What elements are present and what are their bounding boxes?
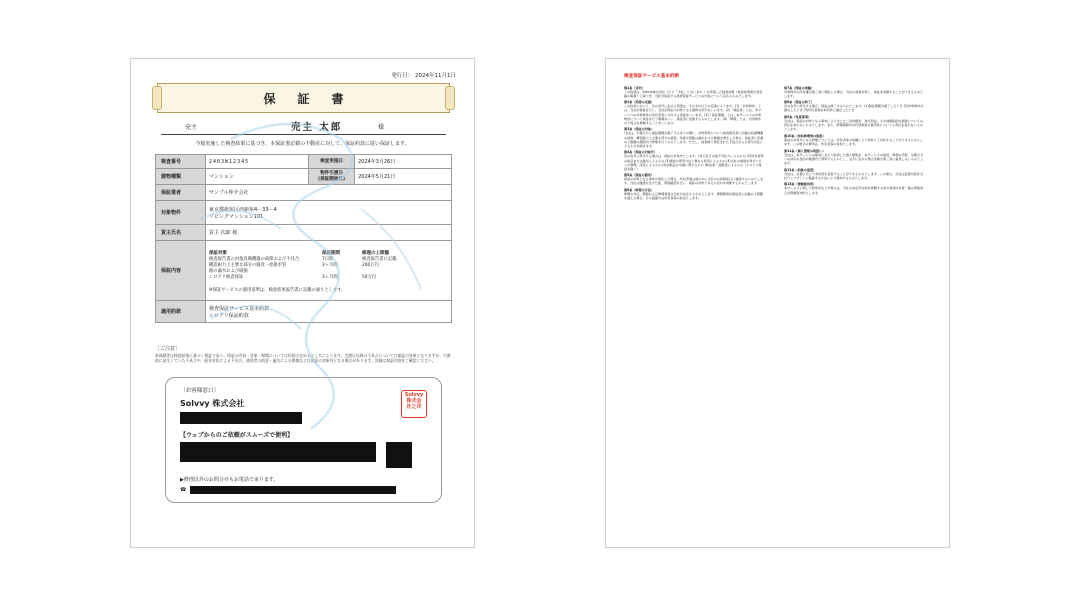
redacted-phone — [180, 412, 302, 424]
row-period: 3ヶ月間 — [322, 262, 338, 268]
guarantee-columns — [209, 250, 448, 256]
inspection-no-label: 検査番号 — [156, 155, 206, 169]
guarantor: サンプル仲介会社 — [206, 185, 452, 201]
article-text: 本サービスに関して紛争が生じた場合は、当社の本店所在地を管轄する地方裁判所を第一審の専属的合意管轄裁判所とします。 — [784, 186, 924, 195]
row-limit: 検査報告書に記載 — [362, 256, 397, 262]
contact-heading: 〔お客様窓口〕 — [180, 388, 220, 394]
phone-icon: ☎ — [180, 487, 187, 493]
article-text: 修理の方法、範囲および修理業者は当社が決定するものとします。修理費用が保証書に記載の上限額を超える場合、その超過分は所有者等の負担とします。 — [624, 192, 763, 201]
article-heading: 第13条（管轄裁判所） — [784, 182, 817, 187]
article-heading: 第3条（保証の対象） — [624, 127, 654, 132]
article-text: 当社は、保証の対象となる事象により生じた二次的損害、逸失利益、その他間接的な損害については責任を負わないものとします。また、修理期間中の代替施設の費用等についても責任を負わないものとします。 — [784, 119, 924, 132]
terms-column-right — [784, 83, 924, 195]
terms-page — [605, 58, 950, 548]
article-text: 次の各号に該当する場合は、保証の対象外とします。(1)天災その他不可抗力によるもの (2)所有者等の故意または過失によるもの (3)通常の使用方法と異なる使用によるもの (4)当社の承諾を得ずに行った修理・改造によるもの (5)消耗品の交換に関するもの (6)虫害・鳥獣害によるもの（シロアリ保証を除く） — [624, 154, 764, 171]
inspection-date: 2024年3月26日 — [355, 155, 452, 169]
terms — [206, 301, 452, 323]
terms-line-1: 検査保証サービス基本約款 — [209, 305, 270, 312]
notes — [155, 347, 452, 363]
row-target: シロアリ検査保証 — [209, 274, 244, 280]
col-target: 保証対象 — [209, 250, 227, 256]
notes-text: 本保険等は検査結果に基づく保証であり、保証の内容・対象・期間については約款の定めるところによります。引渡日以降の不具合については保証の対象となりますが、引渡前に発生していた不具合や、経年劣化による不具合、使用者の故意・過失による損傷などは保証の対象外となる場合があります。詳細は保証約款をご確認ください。 — [155, 353, 451, 363]
row-limit: 200万円 — [362, 262, 379, 268]
article-heading: 第5条（保証の請求） — [624, 173, 654, 178]
article-heading: 第12条（約款の変更） — [784, 167, 817, 172]
redacted-qr — [386, 442, 412, 468]
notes-heading: ［ご注意］ — [155, 346, 181, 352]
terms-line-2: シロアリ保証約款 — [209, 312, 249, 319]
handover-date: 2024年5月21日 — [355, 169, 452, 185]
row-period: 3ヶ月間 — [322, 274, 338, 280]
redacted-url — [180, 442, 376, 462]
property-line-1: 東京都新宿区西新宿4－33－4 — [209, 206, 277, 213]
row-target: 路の漏水および破損 — [209, 268, 248, 274]
contact-company: Solvvy 株式会社 — [180, 399, 245, 408]
seller-honorific: 様 — [377, 124, 384, 131]
building-type: マンション — [206, 169, 309, 185]
article-text: 当社は、必要に応じて本約款を変更することができるものとします。この場合、当社は変更内容を当社ウェブサイトに掲載する方法により通知するものとします。 — [784, 171, 923, 180]
guarantor-label: 保証業者 — [156, 185, 206, 201]
row-target: 検査報告書の対象設備機器の故障および不具合 — [209, 256, 300, 262]
article-heading: 第2条（用語の定義） — [624, 100, 654, 105]
intro-text: 今般実施した検査結果に基づき、本保証書記載の不動産に対して、保証約款に従い保証します。 — [195, 141, 410, 147]
web-request-area — [180, 442, 427, 468]
article-text: この約款において、次の各号に定める用語は、それぞれ以下の定義によります。(1)「対象物件」とは、当社が検査を行い、当社が保証の対象となる建物の部分をいいます。(2)「保証書」とは、本サービスの対象物件の所有者等に交付する書面をいいます。(3)「保証期間」とは、本サービスの対象物件について保証を行う期間をいい、保証書に記載するものとします。(4)「修理」とは、対象物件の不具合を修補することをいいます。 — [624, 104, 762, 125]
property-address — [206, 201, 452, 225]
article-heading: 第6条（修理の方法） — [624, 188, 654, 193]
row-target: 構造耐力上主要な部分の腐食・給排水管 — [209, 262, 287, 268]
article-heading: 第10条（有料修理等の取扱） — [784, 133, 826, 138]
article-heading: 第11条（個人情報の取扱い） — [784, 148, 826, 153]
terms-title: 検査保証サービス基本約款 — [624, 74, 680, 79]
guarantee-content — [206, 241, 452, 301]
phone-inquiry-note: ▶修理以外のお問合せもお電話で承ります。 — [180, 477, 279, 483]
company-seal-stamp: Solvvy 株式会 社之印 — [401, 390, 427, 418]
certificate-table — [155, 154, 452, 323]
article-text: 当社は、引渡日から保証期間が満了するまでの間に、対象物件について検査報告書に記載の設備機器の故障、構造耐力上主要な部分の腐食、給排水管路の漏水および破損が発生した場合、保証書に記載の上限額の範囲内で修理を行うものとします。ただし、検査時に発見された不具合および経年劣化によるものを除きます。 — [624, 131, 764, 148]
article-text: 保証の対象外となる修理については、所有者等の依頼により有料にて対応することができるものとします。この場合の費用は、所有者等の負担とします。 — [784, 138, 924, 147]
article-heading: 第4条（保証の対象外） — [624, 150, 658, 155]
seller-name: 売主 太郎 — [291, 122, 343, 133]
seller-label: 売主 — [185, 124, 198, 131]
article-text: 対象物件の所有権が第三者に移転した場合、当社の承諾を得て、保証を承継することができるものとします。 — [784, 89, 924, 98]
building-type-label: 建物種類 — [156, 169, 206, 185]
article-text: この約款は、Solvvy株式会社（以下「当社」と言います。）が実施した検査結果（検査結果報告書記載の事項）に基づき、当社が保証する検査保証サービスの内容について定めるものとします。 — [624, 89, 763, 98]
property-label: 対象物件 — [156, 201, 206, 225]
buyer-label: 買主氏名 — [156, 225, 206, 241]
terms-label: 適用約款 — [156, 301, 206, 323]
row-period: 7日間 — [322, 256, 334, 262]
buyer-name: 買主 次郎 様 — [206, 225, 452, 241]
redacted-inquiry-phone — [190, 486, 396, 494]
col-limit: 修理の上限額 — [362, 250, 389, 256]
property-line-2: リビングマンション101 — [209, 213, 264, 220]
phone-line — [180, 486, 427, 494]
handover-label: 物件引渡日 (保証開始日) — [309, 169, 355, 185]
article-heading: 第1条（目的） — [624, 85, 645, 90]
inspection-date-label: 検査実施日 — [309, 155, 355, 169]
content-label: 保証内容 — [156, 241, 206, 301]
article-heading: 第7条（保証の承継） — [784, 85, 814, 90]
terms-column-left — [624, 83, 764, 200]
article-heading: 第8条（保証の終了） — [784, 100, 814, 105]
guarantee-certificate-page — [130, 58, 475, 548]
issue-date: 発行日： 2024年11月1日 — [391, 73, 456, 79]
seller-row — [161, 121, 446, 135]
inspection-no: 2403W12345 — [206, 155, 309, 169]
document-title: 保証書 — [263, 91, 366, 106]
article-text: 次の各号に該当する場合、保証は終了するものとします。(1)保証期間が満了したとき (2)対象物件が滅失したとき (3)所有者等が本約款に違反したとき — [784, 104, 924, 113]
contact-box — [165, 377, 442, 503]
article-text: 保証の対象となる事象が発生した場合、所有者等は速やかに当社のお客様窓口に連絡するものとします。当社は連絡を受けた後、現地確認を行い、保証の対象であるか否かを判断するものとします。 — [624, 177, 764, 186]
content-note: ※保証サービスの適用基準は、検査結果報告書に記載の通りとします。 — [209, 287, 346, 293]
row-limit: 50万円 — [362, 274, 377, 280]
article-heading: 第9条（免責事項） — [784, 115, 811, 120]
article-text: 当社は、本サービスの提供にあたり取得した個人情報を、本サービスの提供、修理の手配、お問合せへの対応の目的の範囲内で利用するものとし、法令に定める場合を除き第三者に提供しないものとします。 — [784, 152, 924, 165]
guarantee-row — [209, 275, 448, 281]
web-request-label: 【ウェブからのご依頼がスムーズで便利】 — [180, 432, 294, 439]
col-period: 保証期間 — [322, 250, 340, 256]
title-banner — [157, 83, 450, 113]
